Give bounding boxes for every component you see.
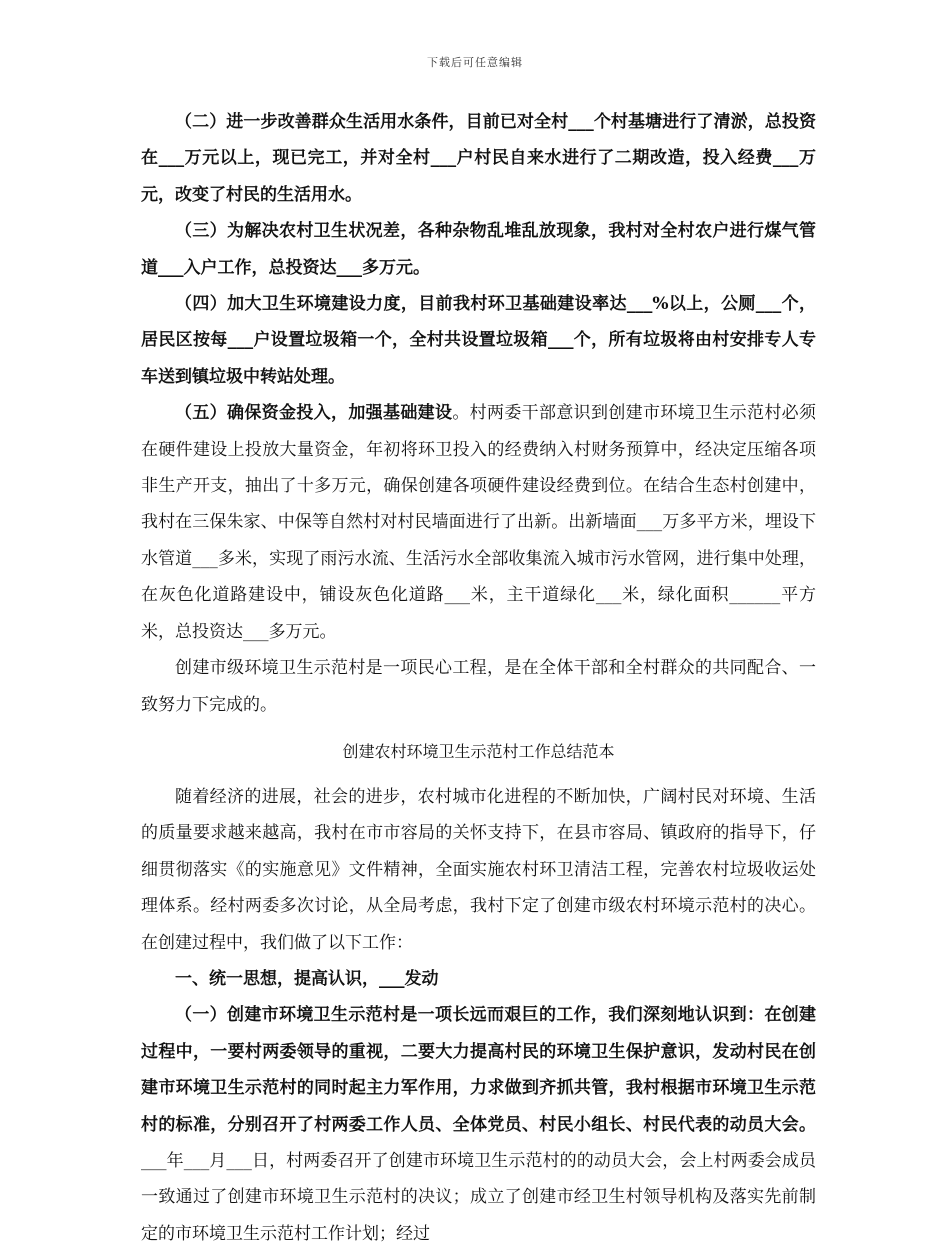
heading-1: 一、统一思想，提高认识，___发动 bbox=[175, 968, 439, 989]
paragraph-6: 创建市级环境卫生示范村是一项民心工程，是在全体干部和全村群众的共同配合、一致努力下完成的。 bbox=[141, 658, 816, 715]
paragraph-4: （四）加大卫生环境建设力度，目前我村环卫基础建设率达___%以上，公厕___个，居民区按每___户设置垃圾箱一个，全村共设置垃圾箱___个，所有垃圾将由村安排专人专车送到镇垃圾中转站处理。 bbox=[141, 294, 816, 387]
paragraph-3: （三）为解决农村卫生状况差，各种杂物乱堆乱放现象，我村对全村农户进行煤气管道___入户工作，总投资达___多万元。 bbox=[141, 221, 816, 278]
section-title: 创建农村环境卫生示范村工作总结范本 bbox=[342, 741, 615, 761]
paragraph-7-lead: （一）创建市环境卫生示范村是一项长远而艰巨的工作，我们深刻地认识到：在创建过程中，一要村两委领导的重视，二要大力提高村民的环境卫生保护意识，发动村民在创建市环境卫生示范村的同时起主力军作用，力求做到齐抓共管，我村根据市环境卫生示范村的标准，分别召开了村两委工作人员、全体党员、村民小组长、村民代表的动员大会。 bbox=[141, 1005, 816, 1135]
page-header: 下载后可任意编辑 bbox=[427, 56, 523, 69]
paragraph-5 bbox=[141, 395, 816, 650]
paragraph-7 bbox=[141, 997, 816, 1252]
document-body bbox=[141, 104, 816, 1252]
paragraph-5-lead: （五）确保资金投入，加强基础建设 bbox=[175, 403, 453, 424]
paragraph-7-body: ___年___月___日，村两委召开了创建市环境卫生示范村的的动员大会，会上村两委会成员一致通过了创建市环境卫生示范村的决议；成立了创建市经卫生村领导机构及落实先前制定的市环境卫生示范村工作计划；经过 bbox=[141, 1150, 816, 1244]
intro-paragraph: 随着经济的进展，社会的进步，农村城市化进程的不断加快，广阔村民对环境、生活的质量要求越来越高，我村在市市容局的关怀支持下，在县市容局、镇政府的指导下，仔细贯彻落实《的实施意见》文件精神，全面实施农村环卫清洁工程，完善农村垃圾收运处理体系。经村两委多次讨论，从全局考虑，我村下定了创建市级农村环境示范村的决心。在创建过程中，我们做了以下工作： bbox=[141, 786, 816, 953]
paragraph-5-body: 。村两委干部意识到创建市环境卫生示范村必须在硬件建设上投放大量资金，年初将环卫投入的经费纳入村财务预算中，经决定压缩各项非生产开支，抽出了十多万元，确保创建各项硬件建设经费到位。在结合生态村创建中，我村在三保朱家、中保等自然村对村民墙面进行了出新。出新墙面___万多平方米，埋设下水管道___多米，实现了雨污水流、生活污水全部收集流入城市污水管网，进行集中处理，在灰色化道路建设中，铺设灰色化道路___米，主干道绿化___米，绿化面积______平方米，总投资达___多万元。 bbox=[141, 403, 817, 642]
paragraph-2: （二）进一步改善群众生活用水条件，目前已对全村___个村基塘进行了清淤，总投资在___万元以上，现已完工，并对全村___户村民自来水进行了二期改造，投入经费___万元，改变了村民的生活用水。 bbox=[141, 112, 816, 205]
